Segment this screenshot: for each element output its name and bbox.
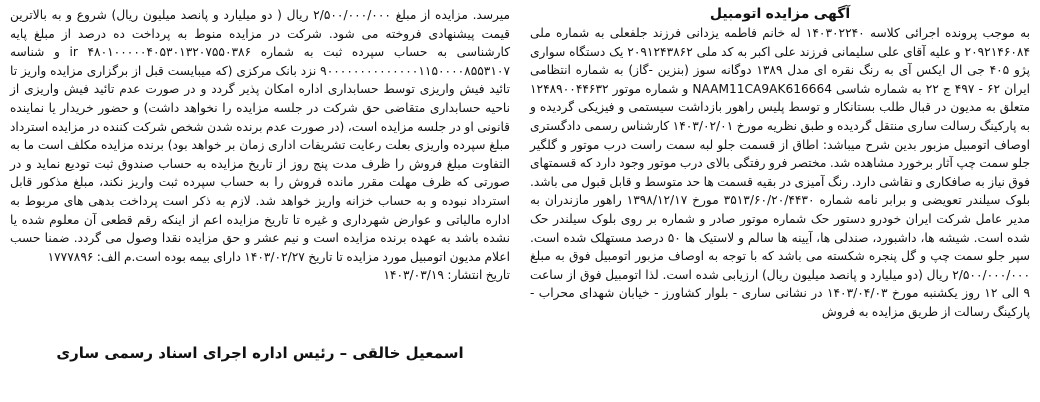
left-column-paragraph: میرسد. مزایده از مبلغ ۲/۵۰۰/۰۰۰/۰۰۰ ریال ( دو میلیارد و پانصد میلیون ریال) شروع و به بالاترین قیمت پیشنهادی فروخته می شود. شرکت در مزایده منوط به پرداخت ده درصد از مبلغ پایه کارشناسی به حساب سپرده ثبت به شماره ۴۸۰۱۰۰۰۰۰۴۰۵۳۰۱۳۲۰۷۵۵۰۳۸۶ ir و شناسه ۹۰۰۰۰۰۰۰۰۰۰۰۰۰۰۱۱۵۰۰۰۰۸۵۵۳۱۰۷ نزد بانک مرکزی (که میبایست قبل از برگزاری مزایده واریز تا تائید فیش واریزی توسط حسابداری اداره امکان پذیر گردد و در صورت عدم تائید فیش واریزی از ناحیه حسابداری متقاضی حق شرکت در جلسه مزایده را نخواهد داشت) و حضور خریدار یا نماینده قانونی او در جلسه مزایده است، (در صورت عدم برنده شدن شخص شرکت کننده در مزایده استرداد مبلغ سپرده واریزی بعلت رعایت تشریفات اداری زمان بر خواهد بود) برنده مزایده مکلف است ما به التفاوت مبلغ فروش را ظرف مدت پنج روز از تاریخ مزایده به حساب صندوق ثبت تودیع نماید و در صورتی که ظرف مهلت مقرر مانده فروش را به حساب سپرده ثبت واریز نکند، مبلغ مذکور قابل استرداد نبوده و به حساب خزانه واریز خواهد شد. لازم به ذکر است پرداخت بدهی های مربوط به اداره مالیاتی و عوارض شهرداری و غیره تا تاریخ مزایده اعم از اینکه رقم قطعی آن معلوم شده یا نشده باشد به عهده برنده مزایده است و نیم عشر و حق مزایده نقدا وصول می گردد. ضمنا حسب اعلام مدیون اتومبیل مورد مزایده تا تاریخ ۱۴۰۳/۰۲/۲۷ دارای بیمه بوده است.م الف: ۱۷۷۷۸۹۶ — [10, 8, 510, 264]
right-column — [530, 4, 1030, 398]
notice-title: آگهی مزایده اتومبیل — [709, 6, 851, 22]
publish-date: تاریخ انتشار: ۱۴۰۳/۰۳/۱۹ — [383, 268, 510, 283]
right-column-body — [530, 24, 1030, 322]
right-column-paragraph: به موجب پرونده اجرائی کلاسه ۱۴۰۳۰۲۲۴۰ له خانم فاطمه یزدانی فرزند جلفعلی به شماره ملی ۲۰۹۲۱۴۶۰۸۴ و علیه آقای علی سلیمانی فرزند علی اکبر به کد ملی ۲۰۹۱۲۴۳۸۶۲ یک دستگاه سواری پژو ۴۰۵ جی ال ایکس آی به رنگ نقره ای مدل ۱۳۸۹ دوگانه سوز (بنزین -گاز) به شماره انتظامی ایران ۶۲ - ۴۹۷ ج ۲۲ به شماره شاسی NAAM11CA9AK616664 و شماره موتور ۱۲۴۸۹۰۰۴۴۶۳۲ متعلق به مدیون در قبال طلب بستانکار و توسط پلیس راهور بازداشت سیستمی و فیزیکی گردیده و به پارکینگ رسالت ساری منتقل گردیده و طبق نظریه مورخ ۱۴۰۳/۰۲/۰۱ کارشناس رسمی دادگستری اوصاف اتومبیل مزبور بدین شرح میباشد: اطاق از قسمت جلو لبه سمت راست درب موتور و گلگیر جلو سمت چپ آثار برخورد مشاهده شد. مختصر فرو رفتگی بالای درب موتور وجود دارد که قسمتهای فوق نیاز به صافکاری و نقاشی دارد. رنگ آمیزی در بقیه قسمت ها حد متوسط و قابل قبول می باشد. بلوک سیلندر تعویضی و برابر نامه شماره ۳۵۱۳/۶۰/۲۰/۴۴۳۰ مورخ ۱۳۹۸/۱۲/۱۷ راهور مازندران به مدیر عامل شرکت ایران خودرو دستور حک شماره موتور صادر و شماره بر روی بلوک سیلندر حک شده است. شیشه ها، داشبورد، صندلی ها، آیینه ها سالم و لاستیک ها ۵۰ درصد مستهلک شده است. سپر جلو سمت چپ و گل پنجره شکسته می باشد که با توجه به اوصاف مزبور اتومبیل فوق به مبلغ ۲/۵۰۰/۰۰۰/۰۰۰ ریال (دو میلیارد و پانصد میلیون ریال) ارزیابی شده است. لذا اتومبیل فوق از ساعت ۹ الی ۱۲ روز یکشنبه مورخ ۱۴۰۳/۰۴/۰۳ در نشانی ساری - بلوار کشاورز - خیابان شهدای محراب - پارکینگ رسالت از طریق مزایده به فروش — [530, 26, 1031, 319]
left-column — [10, 6, 510, 398]
left-column-body — [10, 6, 510, 285]
signature: اسمعیل خالقی – رئیس اداره اجرای اسناد رسمی ساری — [56, 344, 464, 362]
